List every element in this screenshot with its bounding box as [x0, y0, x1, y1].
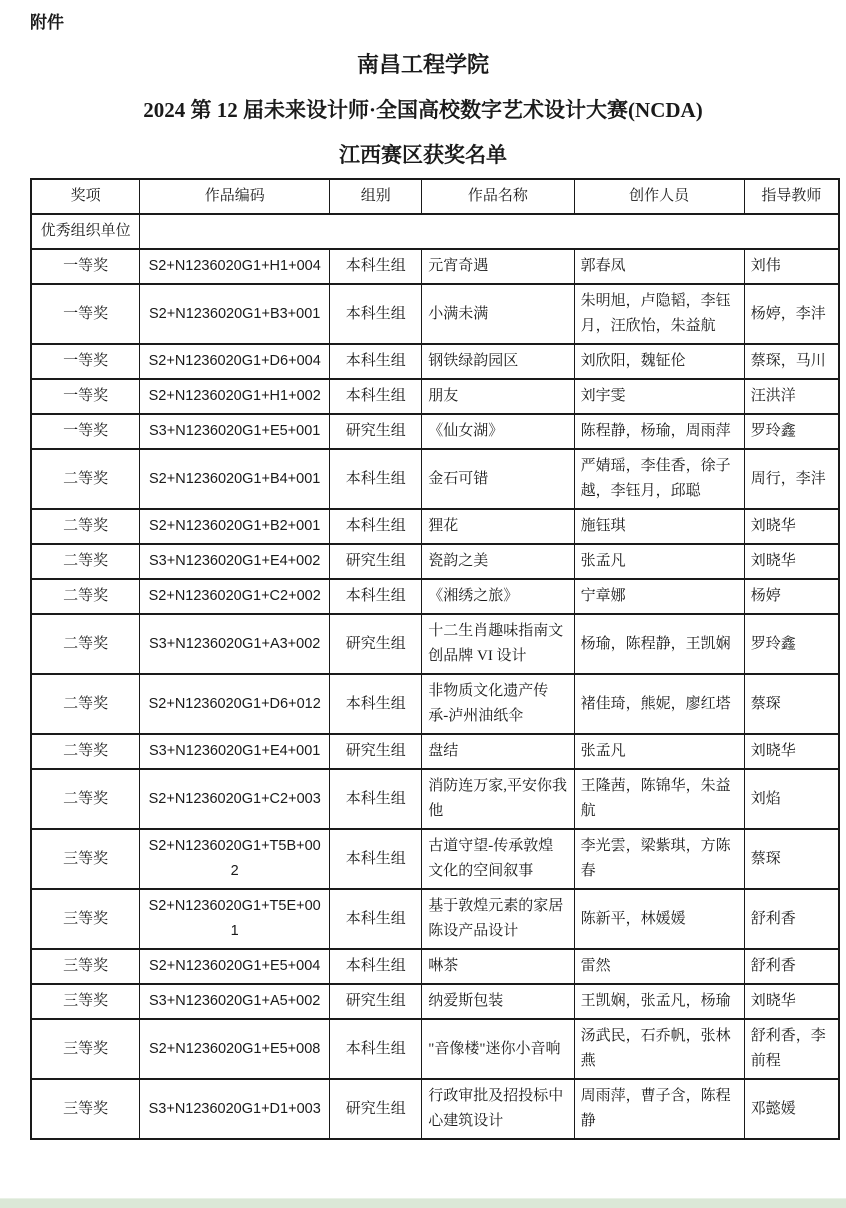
column-header-advisors-cell: 指导教师 [744, 179, 839, 214]
creators-cell: 郭春凤 [574, 249, 744, 284]
group-cell: 本科生组 [330, 344, 422, 379]
award-cell: 二等奖 [31, 769, 140, 829]
work-code-cell: S2+N1236020G1+D6+012 [140, 674, 330, 734]
table-row [31, 344, 839, 379]
table-row [31, 734, 839, 769]
award-cell: 一等奖 [31, 379, 140, 414]
group-cell: 本科生组 [330, 769, 422, 829]
award-cell: 一等奖 [31, 284, 140, 344]
work-title-cell: 啉茶 [422, 949, 574, 984]
group-cell: 本科生组 [330, 674, 422, 734]
award-cell: 三等奖 [31, 829, 140, 889]
advisors-cell: 舒利香 [744, 949, 839, 984]
group-cell: 研究生组 [330, 414, 422, 449]
work-title-cell: "音像楼"迷你小音响 [422, 1019, 574, 1079]
work-code-cell: S3+N1236020G1+E4+002 [140, 544, 330, 579]
creators-cell: 杨瑜，陈程静，王凯娴 [574, 614, 744, 674]
award-cell: 三等奖 [31, 889, 140, 949]
group-cell: 本科生组 [330, 889, 422, 949]
work-code-cell: S2+N1236020G1+T5E+001 [140, 889, 330, 949]
work-code-cell: S2+N1236020G1+E5+004 [140, 949, 330, 984]
work-code-cell: S2+N1236020G1+H1+002 [140, 379, 330, 414]
group-cell: 本科生组 [330, 1019, 422, 1079]
creators-cell: 施钰琪 [574, 509, 744, 544]
table-row [31, 579, 839, 614]
column-header-group-cell: 组别 [330, 179, 422, 214]
attachment-label: 附件 [30, 13, 64, 32]
creators-cell: 陈程静，杨瑜，周雨萍 [574, 414, 744, 449]
award-cell: 二等奖 [31, 734, 140, 769]
group-cell: 本科生组 [330, 579, 422, 614]
work-title-cell: 《湘绣之旅》 [422, 579, 574, 614]
bottom-bar [0, 1198, 846, 1208]
advisors-cell: 杨婷 [744, 579, 839, 614]
awards-table-head [31, 179, 839, 214]
document-title-award-list: 江西赛区获奖名单 [339, 143, 507, 167]
group-cell: 本科生组 [330, 449, 422, 509]
work-code-cell: S3+N1236020G1+D1+003 [140, 1079, 330, 1139]
award-cell: 一等奖 [31, 344, 140, 379]
special-row-empty-cell [140, 214, 839, 249]
award-cell: 三等奖 [31, 984, 140, 1019]
work-title-cell: 《仙女湖》 [422, 414, 574, 449]
creators-cell: 王凯娴，张孟凡，杨瑜 [574, 984, 744, 1019]
table-row [31, 674, 839, 734]
advisors-cell: 刘晓华 [744, 734, 839, 769]
advisors-cell: 刘晓华 [744, 544, 839, 579]
work-code-cell: S2+N1236020G1+B4+001 [140, 449, 330, 509]
creators-cell: 严婧瑶，李佳香，徐子越，李钰月，邱聪 [574, 449, 744, 509]
work-title-cell: 盘结 [422, 734, 574, 769]
advisors-cell: 蔡琛 [744, 829, 839, 889]
work-code-cell: S3+N1236020G1+E4+001 [140, 734, 330, 769]
column-header-work-title-cell: 作品名称 [422, 179, 574, 214]
work-title-cell: 消防连万家,平安你我他 [422, 769, 574, 829]
award-cell: 二等奖 [31, 449, 140, 509]
advisors-cell: 杨婷，李沣 [744, 284, 839, 344]
table-row [31, 1079, 839, 1139]
work-title-cell: 钢铁绿韵园区 [422, 344, 574, 379]
table-row [31, 509, 839, 544]
special-row-excellent-organization [31, 214, 839, 249]
group-cell: 本科生组 [330, 829, 422, 889]
advisors-cell: 刘晓华 [744, 509, 839, 544]
work-title-cell: 瓷韵之美 [422, 544, 574, 579]
document-title-competition: 2024 第 12 届未来设计师·全国高校数字艺术设计大赛(NCDA) [143, 98, 703, 122]
advisors-cell: 舒利香，李前程 [744, 1019, 839, 1079]
work-title-cell: 十二生肖趣味指南文创品牌 VI 设计 [422, 614, 574, 674]
advisors-cell: 汪洪洋 [744, 379, 839, 414]
work-code-cell: S3+N1236020G1+A3+002 [140, 614, 330, 674]
award-cell: 二等奖 [31, 544, 140, 579]
column-header-creators-cell: 创作人员 [574, 179, 744, 214]
group-cell: 研究生组 [330, 614, 422, 674]
work-code-cell: S2+N1236020G1+B2+001 [140, 509, 330, 544]
table-row [31, 769, 839, 829]
awards-table-body [31, 214, 839, 1139]
group-cell: 本科生组 [330, 509, 422, 544]
work-title-cell: 非物质文化遗产传承-泸州油纸伞 [422, 674, 574, 734]
award-cell: 二等奖 [31, 674, 140, 734]
award-cell: 二等奖 [31, 509, 140, 544]
table-row [31, 249, 839, 284]
work-title-cell: 古道守望-传承敦煌文化的空间叙事 [422, 829, 574, 889]
table-row [31, 414, 839, 449]
work-title-cell: 行政审批及招投标中心建筑设计 [422, 1079, 574, 1139]
advisors-cell: 刘伟 [744, 249, 839, 284]
creators-cell: 张孟凡 [574, 734, 744, 769]
table-row [31, 614, 839, 674]
creators-cell: 褚佳琦，熊妮，廖红塔 [574, 674, 744, 734]
table-row [31, 284, 839, 344]
group-cell: 本科生组 [330, 284, 422, 344]
work-title-cell: 基于敦煌元素的家居陈设产品设计 [422, 889, 574, 949]
work-code-cell: S2+N1236020G1+D6+004 [140, 344, 330, 379]
work-title-cell: 朋友 [422, 379, 574, 414]
creators-cell: 刘宇雯 [574, 379, 744, 414]
award-cell: 三等奖 [31, 949, 140, 984]
creators-cell: 陈新平，林媛媛 [574, 889, 744, 949]
table-row [31, 984, 839, 1019]
work-title-cell: 狸花 [422, 509, 574, 544]
group-cell: 本科生组 [330, 249, 422, 284]
advisors-cell: 蔡琛，马川 [744, 344, 839, 379]
advisors-cell: 罗玲鑫 [744, 614, 839, 674]
award-cell: 二等奖 [31, 614, 140, 674]
work-title-cell: 小满未满 [422, 284, 574, 344]
creators-cell: 张孟凡 [574, 544, 744, 579]
advisors-cell: 周行，李沣 [744, 449, 839, 509]
work-code-cell: S2+N1236020G1+C2+003 [140, 769, 330, 829]
creators-cell: 汤武民，石乔帆，张林燕 [574, 1019, 744, 1079]
table-row [31, 544, 839, 579]
advisors-cell: 邓懿媛 [744, 1079, 839, 1139]
table-row [31, 889, 839, 949]
group-cell: 研究生组 [330, 1079, 422, 1139]
work-title-cell: 纳爱斯包装 [422, 984, 574, 1019]
column-header-work-code-cell: 作品编码 [140, 179, 330, 214]
award-cell: 一等奖 [31, 249, 140, 284]
group-cell: 研究生组 [330, 544, 422, 579]
advisors-cell: 舒利香 [744, 889, 839, 949]
work-code-cell: S2+N1236020G1+B3+001 [140, 284, 330, 344]
column-header-award-cell: 奖项 [31, 179, 140, 214]
creators-cell: 李光雲，梁紫琪，方陈春 [574, 829, 744, 889]
award-cell: 三等奖 [31, 1019, 140, 1079]
table-row [31, 1019, 839, 1079]
creators-cell: 雷然 [574, 949, 744, 984]
advisors-cell: 罗玲鑫 [744, 414, 839, 449]
advisors-cell: 蔡琛 [744, 674, 839, 734]
group-cell: 研究生组 [330, 734, 422, 769]
document-title-school: 南昌工程学院 [356, 52, 489, 77]
creators-cell: 宁章娜 [574, 579, 744, 614]
award-cell: 二等奖 [31, 579, 140, 614]
advisors-cell: 刘晓华 [744, 984, 839, 1019]
creators-cell: 刘欣阳，魏钲伦 [574, 344, 744, 379]
work-code-cell: S2+N1236020G1+C2+002 [140, 579, 330, 614]
advisors-cell: 刘焰 [744, 769, 839, 829]
group-cell: 本科生组 [330, 379, 422, 414]
work-code-cell: S3+N1236020G1+E5+001 [140, 414, 330, 449]
table-row [31, 829, 839, 889]
group-cell: 本科生组 [330, 949, 422, 984]
group-cell: 研究生组 [330, 984, 422, 1019]
awards-table [30, 178, 840, 1140]
award-cell: 三等奖 [31, 1079, 140, 1139]
award-cell: 一等奖 [31, 414, 140, 449]
work-code-cell: S2+N1236020G1+T5B+002 [140, 829, 330, 889]
special-row-label: 优秀组织单位 [31, 214, 140, 249]
creators-cell: 周雨萍，曹子含，陈程静 [574, 1079, 744, 1139]
work-code-cell: S3+N1236020G1+A5+002 [140, 984, 330, 1019]
table-row [31, 379, 839, 414]
work-code-cell: S2+N1236020G1+E5+008 [140, 1019, 330, 1079]
table-row [31, 449, 839, 509]
work-code-cell: S2+N1236020G1+H1+004 [140, 249, 330, 284]
table-row [31, 949, 839, 984]
creators-cell: 王隆茜，陈锦华，朱益航 [574, 769, 744, 829]
table-header-row [31, 179, 839, 214]
work-title-cell: 元宵奇遇 [422, 249, 574, 284]
work-title-cell: 金石可错 [422, 449, 574, 509]
creators-cell: 朱明旭，卢隐韬，李钰月，汪欣怡，朱益航 [574, 284, 744, 344]
